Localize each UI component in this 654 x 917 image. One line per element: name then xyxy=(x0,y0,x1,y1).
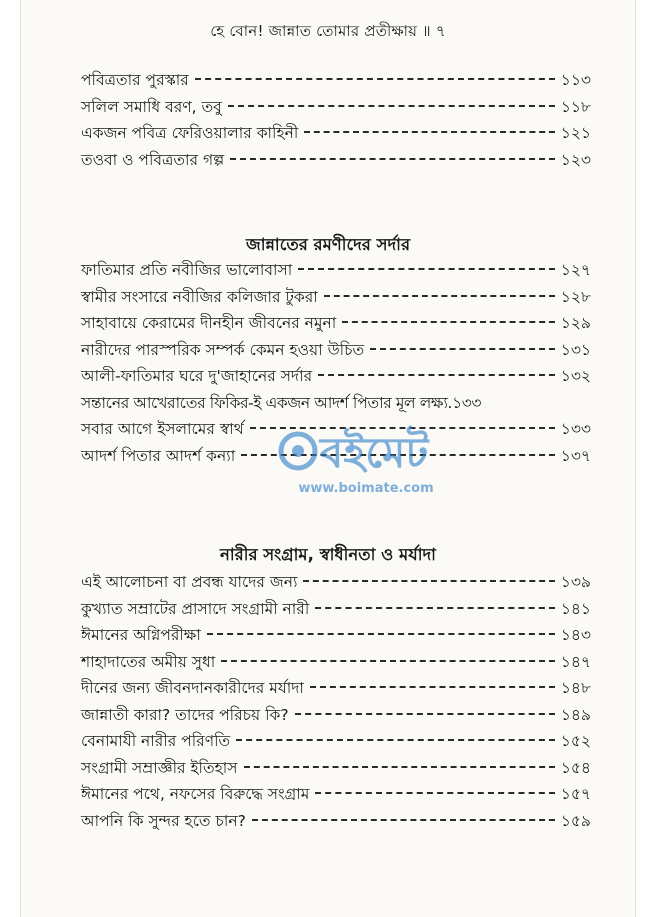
toc-entry-page: ১২১ xyxy=(560,124,591,142)
toc-entry xyxy=(81,782,591,809)
toc-entry xyxy=(81,121,591,148)
toc-entry xyxy=(81,623,591,650)
toc-entry-title: আদর্শ পিতার আদর্শ কন্যা xyxy=(81,446,236,465)
dot-leader xyxy=(304,131,555,133)
toc-entry-title: একজন পবিত্র ফেরিওয়ালার কাহিনী xyxy=(81,124,299,142)
toc-entry-page: ১২৩ xyxy=(560,150,591,169)
toc-entry-title: জান্নাতী কারা? তাদের পরিচয় কি? xyxy=(81,705,289,724)
dot-leader xyxy=(318,374,555,376)
dot-leader xyxy=(244,766,555,768)
section-heading: নারীর সংগ্রাম, স্বাধীনতা ও মর্যাদা xyxy=(220,545,436,564)
toc-entry-title: ঈমানের পথে, নফসের বিরুদ্ধে সংগ্রাম xyxy=(81,785,310,803)
toc-entry-page: ১২৮ xyxy=(560,287,591,306)
toc-entry-page: ১২৯ xyxy=(560,314,591,332)
toc-entry xyxy=(81,729,591,756)
toc-entry-title: আলী-ফাতিমার ঘরে দু'জাহানের সর্দার xyxy=(81,367,313,385)
toc-entry xyxy=(81,258,591,285)
toc-entry-page: ১৪৮ xyxy=(560,679,591,697)
toc-entry xyxy=(81,95,591,122)
toc-entry-page: ১৪১ xyxy=(560,599,591,618)
dot-leader xyxy=(310,686,555,688)
toc-entry-page: ১১৩ xyxy=(560,71,591,89)
toc-entry-title: সবার আগে ইসলামের স্বার্থ xyxy=(81,420,244,438)
dot-leader xyxy=(236,739,555,741)
toc-section-3 xyxy=(81,570,591,835)
toc-entry-page: ১২৭ xyxy=(560,261,591,279)
toc-entry xyxy=(81,650,591,677)
toc-entry xyxy=(81,364,591,391)
toc-entry-page: ১৪৭ xyxy=(560,652,591,671)
toc-entry-page: ১৩৭ xyxy=(560,446,591,465)
dot-leader xyxy=(324,295,555,297)
toc-entry-page: ১৫২ xyxy=(560,732,591,750)
dot-leader xyxy=(295,713,555,715)
dot-leader xyxy=(370,348,555,350)
running-head: হে বোন! জান্নাত তোমার প্রতীক্ষায় ॥ ৭ xyxy=(210,22,446,40)
toc-entry xyxy=(81,311,591,338)
toc-entry-page: ১৪৯ xyxy=(560,705,591,724)
boimate-logo-icon xyxy=(276,415,446,485)
dot-leader xyxy=(298,268,555,270)
toc-entry xyxy=(81,676,591,703)
toc-entry-title: দীনের জন্য জীবনদানকারীদের মর্যাদা xyxy=(81,679,304,697)
toc-entry-title: কুখ্যাত সম্রাটের প্রাসাদে সংগ্রামী নারী xyxy=(81,599,310,618)
toc-entry-title: তওবা ও পবিত্রতার গল্প xyxy=(81,150,225,169)
toc-entry xyxy=(81,338,591,365)
boimate-logo-text: বইমেট xyxy=(320,428,429,477)
dot-leader xyxy=(207,633,555,635)
toc-entry-title: নারীদের পারস্পরিক সম্পর্ক কেমন হওয়া উচিত xyxy=(81,340,365,359)
boimate-watermark xyxy=(276,415,446,505)
toc-entry-title: শাহাদাতের অমীয় সুধা xyxy=(81,652,216,671)
toc-entry-title: সলিল সমাধি বরণ, তবু xyxy=(81,97,222,116)
toc-entry xyxy=(81,809,591,836)
toc-entry-title: সংগ্রামী সম্রাজ্ঞীর ইতিহাস xyxy=(81,758,238,777)
dot-leader xyxy=(315,607,555,609)
toc-entry xyxy=(81,703,591,730)
toc-entry-page: .১৩৩ xyxy=(447,393,482,412)
toc-entry xyxy=(81,68,591,95)
toc-entry xyxy=(81,285,591,312)
toc-entry xyxy=(81,570,591,597)
toc-entry-page: ১৪৩ xyxy=(560,626,591,644)
toc-entry xyxy=(81,391,591,418)
toc-entry-title: ঈমানের অগ্নিপরীক্ষা xyxy=(81,626,201,644)
toc-entry-page: ১১৮ xyxy=(560,97,591,116)
dot-leader xyxy=(303,580,554,582)
toc-entry-title: পবিত্রতার পুরস্কার xyxy=(81,71,189,89)
toc-entry-page: ১৫৯ xyxy=(560,811,591,830)
toc-entry-title: আপনি কি সুন্দর হতে চান? xyxy=(81,811,246,830)
boimate-url: www.boimate.com xyxy=(298,481,434,496)
dot-leader xyxy=(230,158,555,160)
section-heading: জান্নাতের রমণীদের সর্দার xyxy=(245,235,411,254)
dot-leader xyxy=(342,321,555,323)
toc-entry-title: স্বামীর সংসারে নবীজির কলিজার টুকরা xyxy=(81,287,318,306)
toc-section-1 xyxy=(81,68,591,174)
toc-entry-title: বেনামাযী নারীর পরিণতি xyxy=(81,732,231,750)
book-page xyxy=(20,0,636,917)
dot-leader xyxy=(228,105,555,107)
toc-entry xyxy=(81,597,591,624)
toc-entry-title: ফাতিমার প্রতি নবীজির ভালোবাসা xyxy=(81,261,293,279)
toc-entry xyxy=(81,756,591,783)
dot-leader xyxy=(252,819,555,821)
dot-leader xyxy=(195,78,555,80)
toc-entry xyxy=(81,148,591,175)
toc-entry-title: সাহাবায়ে কেরামের দীনহীন জীবনের নমুনা xyxy=(81,314,337,332)
toc-entry-page: ১৩৯ xyxy=(560,573,591,591)
dot-leader xyxy=(315,792,554,794)
dot-leader xyxy=(221,660,555,662)
toc-entry-page: ১৩৩ xyxy=(560,420,591,438)
toc-entry-page: ১৫৭ xyxy=(560,785,591,803)
toc-entry-page: ১৫৪ xyxy=(560,758,591,777)
toc-entry-title: সন্তানের আখেরাতের ফিকির-ই একজন আদর্শ পিতার মূল লক্ষ্য xyxy=(81,393,448,412)
toc-entry-page: ১৩২ xyxy=(560,367,591,385)
toc-entry-title: এই আলোচনা বা প্রবন্ধ যাদের জন্য xyxy=(81,573,298,591)
toc-entry-page: ১৩১ xyxy=(560,340,591,359)
